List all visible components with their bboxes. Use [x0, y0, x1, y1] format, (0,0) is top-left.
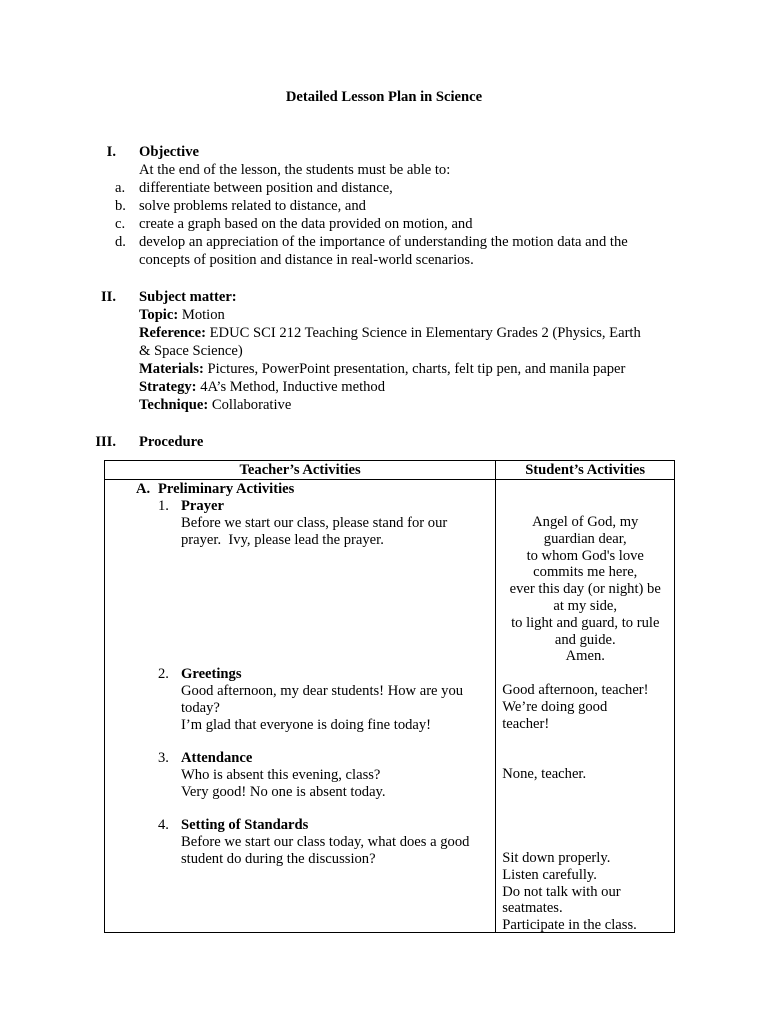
subject-heading: Subject matter: [139, 289, 237, 305]
student-activities-header: Student’s Activities [496, 461, 675, 480]
objective-item-text: differentiate between position and distance, [139, 180, 393, 196]
standards-response [502, 850, 672, 934]
procedure-table [104, 460, 675, 933]
greetings-response [502, 682, 672, 732]
student-line: at my side, [553, 597, 618, 614]
subject-numeral: II. [100, 289, 116, 305]
teacher-activities-cell [105, 480, 496, 933]
student-line: to whom God's love [526, 547, 644, 564]
table-row [105, 480, 675, 933]
objective-intro: At the end of the lesson, the students must be able to: [139, 162, 451, 178]
student-line: None, teacher. [502, 766, 587, 782]
teacher-line: Before we start our class, please stand for our [181, 515, 448, 531]
objective-item-letter: c. [115, 216, 126, 232]
objective-item-text: solve problems related to distance, and [139, 198, 366, 214]
procedure-heading: Procedure [139, 434, 204, 450]
student-line: Listen carefully. [502, 866, 597, 883]
document-title: Detailed Lesson Plan in Science [285, 89, 483, 105]
technique-line [139, 396, 679, 414]
student-line: guardian dear, [543, 530, 627, 547]
student-line: and guide. [554, 631, 616, 648]
objective-item [115, 197, 679, 215]
step-title: Prayer [181, 498, 224, 514]
teacher-line: Very good! No one is absent today. [181, 784, 386, 800]
teacher-line: Before we start our class today, what does a good [181, 834, 470, 850]
teacher-line: today? [181, 700, 220, 716]
topic-label: Topic: [139, 307, 179, 323]
objective-item [115, 179, 679, 197]
teacher-line: I’m glad that everyone is doing fine today! [181, 717, 432, 733]
student-line: to light and guard, to rule [511, 614, 660, 631]
materials-label: Materials: [139, 361, 204, 377]
student-line: teacher! [502, 715, 550, 732]
student-line: Good afternoon, teacher! [502, 682, 649, 698]
student-line: Amen. [565, 648, 605, 665]
student-activities-cell [496, 480, 675, 933]
student-line: We’re doing good [502, 698, 608, 715]
teacher-line: student do during the discussion? [181, 851, 376, 867]
reference-line [139, 324, 679, 342]
table-header-row [105, 461, 675, 480]
materials-value: Pictures, PowerPoint presentation, charts, felt tip pen, and manila paper [203, 361, 626, 377]
step-number: 3. [158, 750, 169, 766]
section-letter: A. [136, 481, 151, 497]
prayer-response [496, 514, 674, 665]
teacher-activities-header: Teacher’s Activities [105, 461, 496, 480]
student-line: Do not talk with our [502, 883, 621, 900]
teacher-line: prayer. Ivy, please lead the prayer. [181, 532, 384, 548]
student-line: ever this day (or night) be [509, 581, 661, 598]
student-line: seatmates. [502, 900, 563, 917]
student-line: commits me here, [533, 564, 638, 581]
objective-item-letter: b. [115, 198, 126, 214]
step-number: 1. [158, 498, 169, 514]
subject-body [139, 288, 679, 414]
attendance-response [502, 766, 672, 783]
objective-item-letter: d. [115, 234, 126, 250]
reference-line-continued: & Space Science) [139, 343, 243, 359]
procedure-body [139, 433, 679, 451]
strategy-label: Strategy: [139, 379, 197, 395]
step-number: 2. [158, 666, 169, 682]
student-line: Sit down properly. [502, 850, 611, 866]
topic-value: Motion [178, 307, 225, 323]
objective-item-text: create a graph based on the data provided on motion, and [139, 216, 473, 232]
objective-body [115, 143, 679, 269]
technique-label: Technique: [139, 397, 209, 413]
strategy-value: 4A’s Method, Inductive method [196, 379, 386, 395]
step-title: Setting of Standards [181, 817, 309, 833]
procedure-numeral: III. [95, 434, 116, 450]
student-line: Angel of God, my [532, 514, 639, 530]
materials-line [139, 360, 679, 378]
objective-item-letter: a. [115, 180, 126, 196]
step-title: Attendance [181, 750, 253, 766]
reference-label: Reference: [139, 325, 206, 341]
step-number: 4. [158, 817, 169, 833]
technique-value: Collaborative [208, 397, 292, 413]
objective-item [115, 233, 679, 269]
objective-item [115, 215, 679, 233]
student-line: Participate in the class. [502, 917, 637, 934]
strategy-line [139, 378, 679, 396]
objective-item-text: develop an appreciation of the importance of understanding the motion data and the [139, 234, 628, 250]
topic-line [139, 306, 679, 324]
teacher-line: Good afternoon, my dear students! How are you [181, 683, 464, 699]
section-title: Preliminary Activities [158, 481, 295, 497]
objective-numeral: I. [106, 144, 116, 160]
reference-value: EDUC SCI 212 Teaching Science in Elementary Grades 2 (Physics, Earth [205, 325, 641, 341]
step-title: Greetings [181, 666, 242, 682]
teacher-line: Who is absent this evening, class? [181, 767, 381, 783]
objective-heading: Objective [139, 144, 199, 160]
objective-item-text: concepts of position and distance in real-world scenarios. [139, 252, 474, 268]
